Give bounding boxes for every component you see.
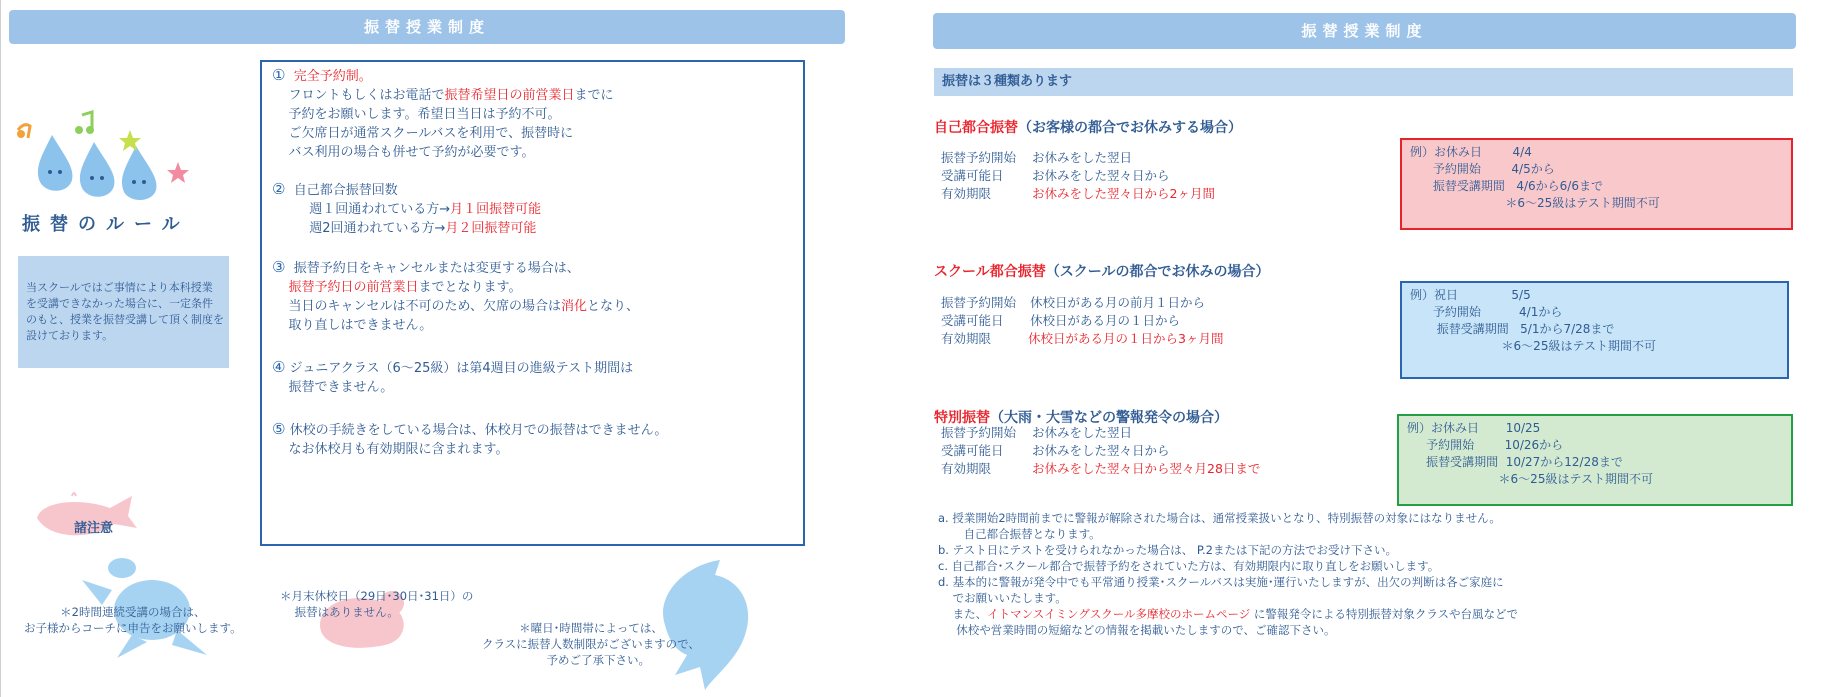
note-c bbox=[938, 558, 1439, 574]
body-text: 自己都合振替回数 週１回通われている方→ bbox=[293, 183, 451, 217]
body-text: d. 基本的に警報が発令中でも平常通り授業･スクールバスは実施･運行いたしますが、出欠の判断は各ご家庭に でお願いいたします。 また、 bbox=[938, 575, 1504, 621]
body-text: 振替予約日をキャンセルまたは変更する場合は、 bbox=[293, 261, 580, 276]
rule-5 bbox=[272, 420, 667, 459]
body-text: となり、 取り直しはできません。 bbox=[288, 299, 640, 333]
note-consecutive-lessons: ＊2時間連続受講の場合は、 お子様からコーチに申告をお願いします。 bbox=[24, 605, 242, 635]
right-banner: 振替授業制度 bbox=[933, 13, 1796, 49]
body-text: b. テスト日にテストを受けられなかった場合は、 P.2または下記の方法でお受け下さい。 bbox=[938, 543, 1397, 557]
body-text: 休校の手続きをしている場合は、休校月での振替はできません。 なお休校月も有効期限に含まれます。 bbox=[288, 423, 668, 457]
self-row-1 bbox=[941, 149, 1016, 167]
notice-label: 諸注意 bbox=[74, 521, 114, 536]
special-row-1-value: お休みをした翌日 bbox=[1032, 425, 1133, 440]
rule-2 bbox=[272, 180, 541, 238]
category-self-transfer-title bbox=[934, 117, 1242, 137]
rule-number: ③ bbox=[272, 258, 286, 276]
category-school-transfer-title bbox=[934, 261, 1269, 281]
note-b bbox=[938, 542, 1397, 558]
note-capacity-limit: ＊曜日･時間帯によっては、 クラスに振替人数制限がございますので、 予めご了承下さい。 bbox=[482, 621, 700, 667]
highlight-text: 完全予約制。 bbox=[293, 69, 372, 84]
raindrop-mascots-illustration bbox=[12, 110, 202, 205]
page-divider bbox=[0, 0, 1, 697]
self-row-3-value: お休みをした翌々日から2ヶ月間 bbox=[1032, 186, 1215, 201]
self-row-2-value: お休みをした翌々日から bbox=[1032, 168, 1170, 183]
category-special-transfer-name: 特別振替 bbox=[934, 410, 990, 426]
note-a bbox=[938, 510, 1501, 542]
note-month-end-closure: ＊月末休校日（29日･30日･31日）の 振替はありません。 bbox=[280, 589, 474, 619]
highlight-text: イトマンスイミングスクール多摩校のホームページ bbox=[987, 607, 1251, 621]
rule-number: ④ bbox=[272, 358, 286, 376]
highlight-text: 消化 bbox=[561, 299, 588, 314]
self-row-1-value: お休みをした翌日 bbox=[1032, 150, 1133, 165]
rule-4 bbox=[272, 358, 633, 397]
self-row-3: 有効期限 bbox=[941, 186, 992, 201]
rule-number: ⑤ bbox=[272, 420, 286, 438]
body-text: までに 予約をお願いします。希望日当日は予約不可。 ご欠席日が通常スクールバスを利用で、振替時に バス利用の場合も併せて予約が必要です。 bbox=[288, 88, 614, 160]
rule-number: ② bbox=[272, 180, 286, 198]
self-row-2: 受講可能日 bbox=[941, 168, 1004, 183]
transfer-types-heading: 振替は３種類あります bbox=[934, 68, 1793, 96]
school-row-1-value: 休校日がある月の前月１日から bbox=[1030, 295, 1206, 310]
intro-box: 当スクールではご事情により本科授業 を受講できなかった場合に、一定条件 のもと、授業を振替受講して頂く制度を 設けております。 bbox=[18, 256, 229, 368]
school-row-2: 受講可能日 bbox=[941, 313, 1004, 328]
special-row-2: 受講可能日 bbox=[941, 443, 1004, 458]
rule-3 bbox=[272, 258, 639, 335]
row-label: 振替予約開始 bbox=[941, 150, 1017, 165]
highlight-text: 振替希望日の前営業日 bbox=[444, 88, 575, 103]
body-text: に警報発令による特別振替対象クラスや台風などで 休校や営業時間の短縮などの情報を掲載いたしますので、ご確認下さい。 bbox=[956, 607, 1519, 637]
school-row-3: 有効期限 bbox=[941, 331, 992, 346]
highlight-text: 月１回振替可能 bbox=[450, 202, 542, 217]
rule-number: ① bbox=[272, 66, 286, 84]
school-transfer-example-box: 例）祝日 5/5 予約開始 4/1から 振替受講期間 5/1から7/28まで ＊6～25級はテスト期間不可 bbox=[1400, 281, 1789, 379]
self-transfer-example-box: 例）お休み日 4/4 予約開始 4/5から 振替受講期間 4/6から6/6まで ＊6～25級はテスト期間不可 bbox=[1400, 138, 1793, 230]
highlight-text: 月２回振替可能 bbox=[445, 221, 537, 236]
body-text: 週2回通われている方→ bbox=[309, 221, 446, 236]
category-school-transfer-name: スクール都合振替 bbox=[934, 264, 1046, 280]
body-text: までとなります。 当日のキャンセルは不可のため、欠席の場合は bbox=[288, 280, 562, 314]
special-transfer-example-box: 例）お休み日 10/25 予約開始 10/26から 振替受講期間 10/27から12/28まで ＊6～25級はテスト期間不可 bbox=[1397, 414, 1793, 506]
special-row-3: 有効期限 bbox=[941, 461, 992, 476]
category-school-transfer-desc: （スクールの都合でお休みの場合） bbox=[1045, 264, 1270, 280]
highlight-text: 振替予約日の前営業日 bbox=[288, 280, 419, 295]
body-text bbox=[285, 69, 293, 84]
school-row-1: 振替予約開始 bbox=[941, 295, 1017, 310]
note-d bbox=[938, 574, 1518, 638]
school-row-3-value: 休校日がある月の１日から3ヶ月間 bbox=[1028, 331, 1224, 346]
special-row-2-value: お休みをした翌々日から bbox=[1032, 443, 1170, 458]
rule-1 bbox=[272, 66, 614, 162]
category-special-transfer-desc: （大雨・大雪などの警報発令の場合） bbox=[990, 410, 1228, 426]
body-text: c. 自己都合･スクール都合で振替予約をされていた方は、有効期限内に取り直しをお願いします。 bbox=[938, 559, 1440, 573]
special-row-1: 振替予約開始 bbox=[941, 425, 1017, 440]
body-text: フロントもしくはお電話で bbox=[288, 88, 445, 103]
left-banner: 振替授業制度 bbox=[9, 10, 845, 44]
special-row-3-value: お休みをした翌々日から翌々月28日まで bbox=[1032, 461, 1261, 476]
body-text: a. 授業開始2時間前までに警報が解除された場合は、通常授業扱いとなり、特別振替の対象にはなりません。 自己都合振替となります。 bbox=[938, 511, 1501, 541]
body-text: ジュニアクラス（6～25級）は第4週目の進級テスト期間は 振替できません。 bbox=[288, 361, 634, 395]
rules-box bbox=[260, 60, 805, 546]
category-self-transfer-name: 自己都合振替 bbox=[934, 120, 1018, 136]
category-self-transfer-desc: （お客様の都合でお休みする場合） bbox=[1018, 120, 1242, 136]
rule-title: 振替のルール bbox=[22, 214, 190, 235]
school-row-2-value: 休校日がある月の１日から bbox=[1030, 313, 1181, 328]
